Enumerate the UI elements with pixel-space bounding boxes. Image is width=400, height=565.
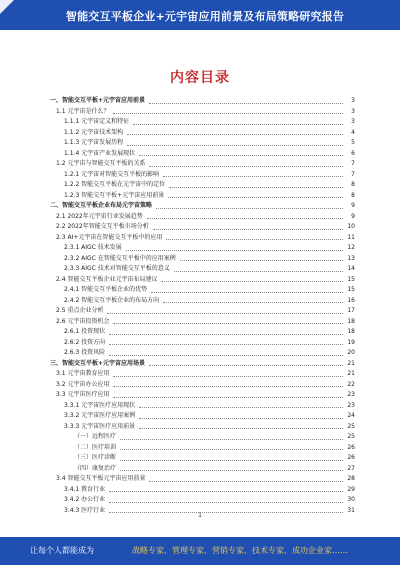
toc-entry-label: 一、智能交互平板+元宇宙应用前景 (50, 97, 146, 104)
toc-entry-page: 22 (347, 380, 355, 388)
toc-leader-dots (139, 155, 343, 156)
toc-entry-label: 2.4.2 智能交互平板企业的布局方向 (64, 296, 160, 304)
toc-entry-label: （二）医疗培训 (74, 443, 117, 451)
toc-entry-label: 1.1.3 元宇宙发展历程 (64, 139, 124, 146)
toc-entry-page: 11 (347, 233, 355, 241)
toc-entry[interactable] (50, 390, 355, 401)
toc-entry-label: 三、智能交互平板+元宇宙应用场景 (50, 359, 146, 367)
toc-entry-page: 16 (347, 296, 355, 304)
toc-leader-dots (109, 334, 343, 335)
toc-leader-dots (149, 365, 343, 366)
toc-entry-page: 25 (347, 433, 355, 440)
toc-leader-dots (149, 166, 343, 167)
footer-tagline: 战略专家、管理专家、营销专家、技术专家、成功企业家…… (132, 546, 348, 555)
toc-entry-label: 1.1 元宇宙是什么？ (56, 107, 110, 115)
toc-entry-label: 2.3.1 AIGC 技术发展 (64, 244, 122, 251)
page-number: 1 (198, 512, 202, 519)
toc-leader-dots (113, 323, 343, 324)
toc-leader-dots (147, 218, 343, 219)
toc-leader-dots (174, 271, 343, 272)
toc-leader-dots (126, 250, 343, 251)
toc-entry-page: 23 (347, 391, 355, 398)
toc-entry[interactable] (50, 201, 355, 212)
toc-entry[interactable] (50, 369, 355, 380)
toc-entry-page: 15 (347, 275, 355, 283)
toc-entry-page: 3 (351, 118, 355, 125)
toc-entry-label: 3.3.2 元宇宙医疗应用案例 (64, 412, 136, 419)
toc-entry-label: 3.4 智能交互平板元宇宙应用前景 (56, 475, 146, 482)
toc-entry-label: 1.1.2 元宇宙技术架构 (64, 128, 124, 136)
toc-entry[interactable] (50, 233, 355, 244)
toc-entry[interactable] (50, 254, 355, 265)
toc-entry-page: 3 (351, 107, 355, 115)
toc-entry-page: 4 (351, 128, 355, 136)
toc-entry-page: 25 (347, 422, 355, 430)
toc-entry[interactable] (50, 348, 355, 359)
toc-entry-page: 19 (347, 338, 355, 346)
toc-leader-dots (113, 113, 343, 114)
footer-slogan: 让每个人都能成为 (30, 546, 94, 555)
toc-entry-label: 3.3.1 元宇宙医疗应用现状 (64, 401, 136, 409)
footer-bar (0, 537, 400, 565)
toc-entry-label: 1.2.1 元宇宙对智能交互平板的影响 (64, 170, 160, 178)
toc-leader-dots (109, 344, 343, 345)
toc-leader-dots (163, 302, 343, 303)
toc-entry-page: 7 (351, 170, 355, 178)
toc-entry-label: （四）康复治疗 (74, 464, 117, 472)
toc-entry-page: 7 (351, 160, 355, 167)
toc-entry[interactable] (50, 149, 355, 160)
toc-entry-page: 13 (347, 254, 355, 262)
toc-entry-label: 3.2 元宇宙办公应用 (56, 380, 110, 388)
toc-entry-page: 26 (347, 454, 355, 461)
toc-entry[interactable] (50, 107, 355, 118)
toc-leader-dots (133, 124, 343, 125)
toc-entry[interactable] (50, 422, 355, 433)
header-corner-decoration (0, 0, 14, 14)
toc-entry[interactable] (50, 128, 355, 139)
toc-leader-dots (149, 481, 343, 482)
toc-entry-page: 8 (351, 181, 355, 188)
toc-leader-dots (163, 176, 343, 177)
toc-entry-label: 2.3.3 AIGC 技术对智能交互平板的意义 (64, 265, 170, 272)
toc-entry[interactable] (50, 380, 355, 391)
toc-entry-label: 2.6.1 投资现状 (64, 328, 106, 335)
toc-leader-dots (113, 376, 343, 377)
toc-entry-label: 二、智能交互平板企业布局元宇宙策略 (50, 202, 153, 209)
toc-entry[interactable] (50, 138, 355, 149)
toc-entry[interactable] (50, 432, 355, 443)
header-bar (0, 0, 400, 30)
toc-leader-dots (127, 145, 343, 146)
toc-entry-label: 2.3 AI+元宇宙在智能交互平板中的应用 (56, 233, 163, 241)
toc-entry-label: 2.6.3 投资风险 (64, 349, 106, 356)
toc-entry[interactable] (50, 159, 355, 170)
toc-entry-page: 12 (347, 244, 355, 251)
toc-leader-dots (153, 229, 343, 230)
toc-entry-label: 2.6 元宇宙投资机会 (56, 317, 110, 325)
toc-entry[interactable] (50, 359, 355, 370)
toc-entry-page: 8 (351, 191, 355, 199)
toc-entry[interactable] (50, 296, 355, 307)
toc-entry-label: 2.6.2 投资方向 (64, 338, 106, 346)
toc-entry-page: 31 (347, 506, 355, 514)
toc-leader-dots (113, 386, 343, 387)
toc-entry-label: 2.5 重点企业分析 (56, 307, 104, 314)
toc-leader-dots (180, 260, 343, 261)
toc-entry[interactable] (50, 338, 355, 349)
toc-entry-page: 29 (347, 485, 355, 493)
toc-leader-dots (168, 197, 343, 198)
toc-leader-dots (107, 313, 343, 314)
toc-leader-dots (161, 281, 343, 282)
toc-entry[interactable] (50, 485, 355, 496)
toc-entry-label: 1.2.2 智能交互平板在元宇宙中的定位 (64, 181, 166, 188)
toc-leader-dots (120, 449, 343, 450)
toc-entry-page: 21 (347, 359, 355, 367)
toc-entry-label: 1.2.3 智能交互平板+元宇宙应用前景 (64, 191, 165, 199)
toc-entry-label: 2.4.1 智能交互平板企业的优势 (64, 286, 148, 293)
toc-leader-dots (109, 502, 343, 503)
toc-entry-page: 5 (351, 139, 355, 146)
toc-leader-dots (151, 292, 343, 293)
toc-entry-label: 3.3.3 元宇宙医疗应用前景 (64, 422, 136, 430)
toc-entry[interactable] (50, 275, 355, 286)
toc-entry-page: 14 (347, 265, 355, 272)
toc-entry-label: 1.1.1 元宇宙定义和特征 (64, 118, 130, 125)
toc-entry[interactable] (50, 411, 355, 422)
toc-entry[interactable] (50, 170, 355, 181)
toc-leader-dots (109, 355, 343, 356)
toc-entry-page: 23 (347, 401, 355, 409)
toc-entry-page: 15 (347, 286, 355, 293)
toc-leader-dots (139, 428, 343, 429)
toc-leader-dots (169, 187, 343, 188)
toc-entry-page: 6 (351, 149, 355, 157)
toc-entry-page: 18 (347, 317, 355, 325)
toc-leader-dots (139, 418, 343, 419)
toc-entry-page: 9 (351, 202, 355, 209)
toc-entry[interactable] (50, 243, 355, 254)
toc-leader-dots (120, 460, 343, 461)
toc-leader-dots (120, 439, 343, 440)
toc-entry[interactable] (50, 317, 355, 328)
toc-entry-label: 3.4.2 办公行业 (64, 496, 106, 503)
toc-entry-page: 26 (347, 443, 355, 451)
toc-entry[interactable] (50, 191, 355, 202)
toc-entry[interactable] (50, 453, 355, 464)
toc-entry[interactable] (50, 212, 355, 223)
toc-entry-label: 2.1 2022年元宇宙行业发展趋势 (56, 212, 143, 220)
toc-leader-dots (120, 470, 343, 471)
toc-entry-label: （一）远程医疗 (74, 433, 117, 440)
toc-leader-dots (109, 491, 343, 492)
toc-entry-label: 2.4 智能交互平板企业元宇宙布局建议 (56, 275, 158, 283)
toc-leader-dots (127, 134, 343, 135)
toc-entry[interactable] (50, 306, 355, 317)
toc-entry-label: 3.3 元宇宙医疗应用 (56, 391, 110, 398)
table-of-contents (50, 96, 355, 516)
toc-entry-page: 3 (351, 97, 355, 104)
toc-entry[interactable] (50, 222, 355, 233)
toc-leader-dots (139, 407, 343, 408)
toc-entry-page: 28 (347, 475, 355, 482)
toc-entry-page: 17 (347, 307, 355, 314)
toc-entry-page: 9 (351, 212, 355, 220)
toc-entry[interactable] (50, 327, 355, 338)
toc-entry-label: （三）医疗诊断 (74, 454, 117, 461)
toc-entry-label: 3.1 元宇宙教育应用 (56, 370, 110, 377)
toc-entry[interactable] (50, 464, 355, 475)
toc-entry[interactable] (50, 264, 355, 275)
toc-entry-label: 1.2 元宇宙与智能交互平板的关系 (56, 160, 146, 167)
toc-entry[interactable] (50, 96, 355, 107)
toc-entry-label: 3.4.3 医疗行业 (64, 506, 106, 514)
toc-entry[interactable] (50, 180, 355, 191)
toc-leader-dots (156, 208, 343, 209)
toc-entry-page: 10 (347, 223, 355, 230)
toc-entry-label: 2.2 2022年智能交互平板市场分析 (56, 223, 149, 230)
toc-entry-label: 3.4.1 教育行业 (64, 485, 106, 493)
toc-entry-page: 24 (347, 412, 355, 419)
toc-entry[interactable] (50, 474, 355, 485)
toc-entry[interactable] (50, 117, 355, 128)
toc-leader-dots (113, 397, 343, 398)
toc-entry[interactable] (50, 285, 355, 296)
toc-entry-label: 1.1.4 元宇宙产业发展现状 (64, 149, 136, 157)
toc-entry-page: 30 (347, 496, 355, 503)
toc-entry[interactable] (50, 443, 355, 454)
toc-entry[interactable] (50, 401, 355, 412)
toc-leader-dots (149, 103, 343, 104)
toc-leader-dots (166, 239, 343, 240)
toc-entry-page: 27 (347, 464, 355, 472)
toc-entry-label: 2.3.2 AIGC 在智能交互平板中的应用案例 (64, 254, 176, 262)
toc-entry-page: 21 (347, 370, 355, 377)
document-title: 智能交互平板企业+元宇宙应用前景及布局策略研究报告 (65, 10, 345, 23)
toc-entry[interactable] (50, 495, 355, 506)
toc-entry-page: 20 (347, 349, 355, 356)
toc-heading: 内容目录 (170, 70, 230, 86)
toc-entry-page: 18 (347, 328, 355, 335)
